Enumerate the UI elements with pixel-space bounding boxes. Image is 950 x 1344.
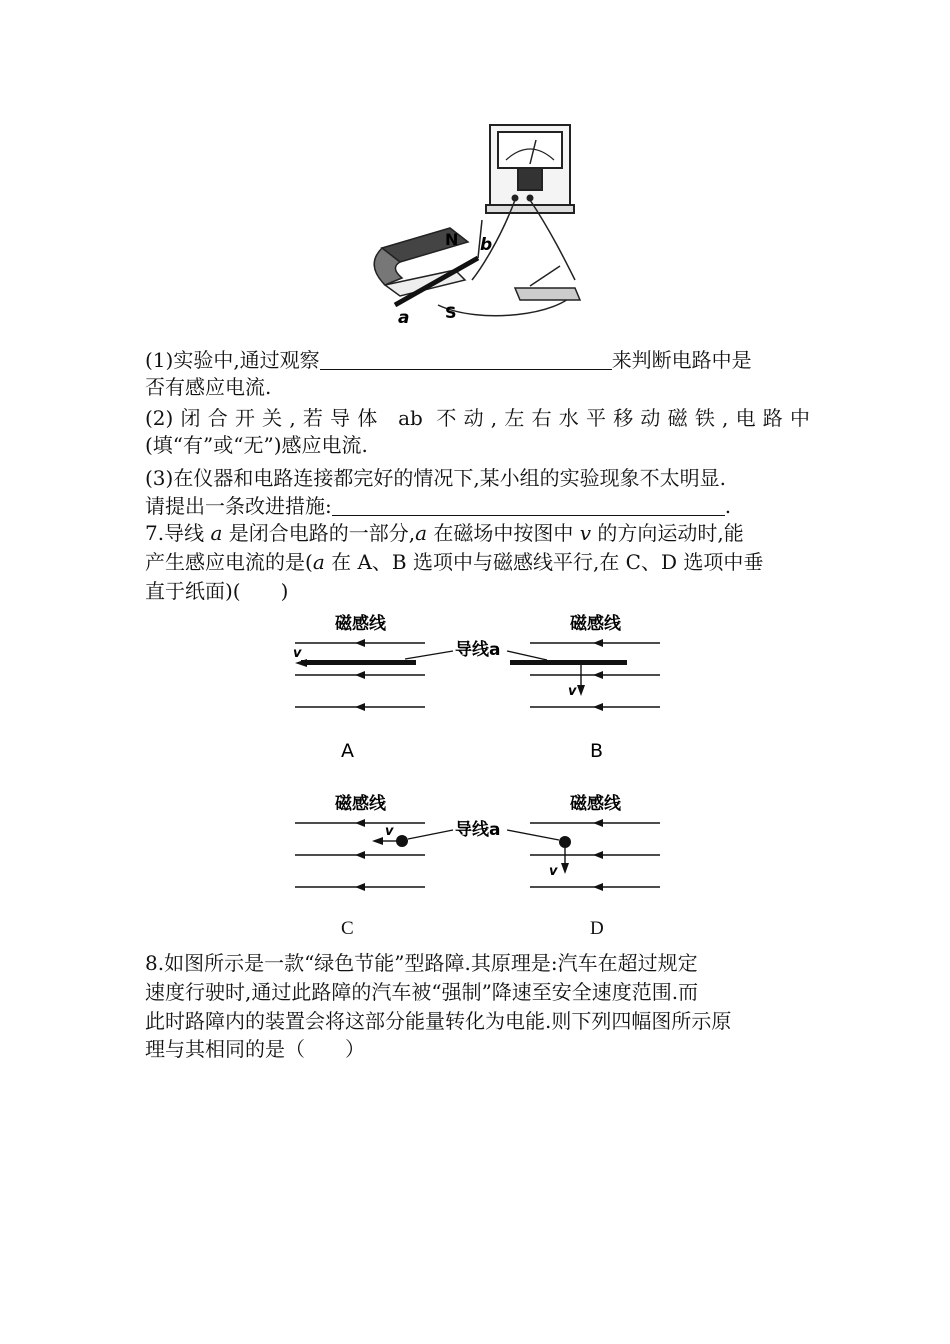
q8-line2: 速度行驶时,通过此路障的汽车被“强制”降速至安全速度范围.而 (145, 980, 699, 1004)
q6-part1-line1 (145, 347, 810, 374)
q7-text: 产生感应电流的是( (145, 550, 313, 574)
q7-line1 (145, 520, 810, 547)
panel-a-velocity: v (293, 646, 302, 661)
q7-text: 7.导线 (145, 521, 211, 545)
q7-text: 是闭合电路的一部分, (222, 521, 416, 545)
apparatus-figure (360, 120, 590, 330)
panel-a-field-label: 磁感线 (335, 614, 386, 634)
q6-part3-pre: 请提出一条改进措施: (145, 494, 332, 518)
q6-part3-post: . (724, 494, 732, 518)
q7-line3: 直于纸面)( ) (145, 579, 289, 603)
panel-c-velocity: v (385, 824, 394, 839)
panel-c-field-label: 磁感线 (335, 794, 386, 814)
q6-part3-line2 (145, 493, 810, 520)
top-wire-label: 导线a (455, 640, 501, 660)
q7-figure (285, 605, 665, 905)
q7-text: 在磁场中按图中 (427, 521, 580, 545)
q7-line2 (145, 549, 810, 576)
q7-var-a: a (312, 550, 325, 574)
label-n: N (445, 230, 459, 249)
q6-part2-line1: (2)闭合开关,若导体 ab 不动,左右水平移动磁铁,电路中 (145, 406, 810, 430)
option-b-label: B (590, 740, 604, 762)
q7-var-v: v (579, 521, 592, 545)
q6-part1-line2: 否有感应电流. (145, 375, 272, 399)
panel-c (295, 819, 425, 891)
panel-a (295, 639, 425, 711)
q6-part1-pre: (1)实验中,通过观察 (145, 348, 320, 372)
q7-var-a: a (210, 521, 223, 545)
galvanometer (486, 125, 574, 213)
q8-line3: 此时路障内的装置会将这部分能量转化为电能.则下列四幅图所示原 (145, 1009, 732, 1033)
q8-line1: 8.如图所示是一款“绿色节能”型路障.其原理是:汽车在超过规定 (145, 951, 698, 975)
q6-part2-line2: (填“有”或“无”)感应电流. (145, 433, 368, 457)
bottom-wire-label: 导线a (455, 820, 501, 840)
panel-b (510, 639, 660, 711)
q7-text: 在 A、B 选项中与磁感线平行,在 C、D 选项中垂 (324, 550, 764, 574)
q6-part3-blank[interactable] (332, 495, 725, 516)
panel-d (530, 819, 660, 891)
q7-text: 的方向运动时,能 (591, 521, 744, 545)
label-s: S (445, 303, 457, 322)
q6-part3-line1: (3)在仪器和电路连接都完好的情况下,某小组的实验现象不太明显. (145, 466, 727, 490)
option-c-label-html: C (341, 918, 354, 939)
panel-d-field-label: 磁感线 (570, 794, 621, 814)
q6-part1-blank[interactable] (320, 349, 612, 370)
label-b: b (480, 235, 493, 255)
panel-b-velocity: v (568, 684, 577, 699)
panel-b-field-label: 磁感线 (570, 614, 621, 634)
q7-var-a: a (415, 521, 428, 545)
option-d-label-html: D (590, 918, 604, 939)
label-a: a (398, 308, 410, 328)
q8-line4: 理与其相同的是（ ） (145, 1037, 365, 1061)
panel-d-velocity: v (549, 864, 558, 879)
q6-part1-post: 来判断电路中是 (611, 348, 752, 372)
option-a-label: A (341, 740, 354, 762)
